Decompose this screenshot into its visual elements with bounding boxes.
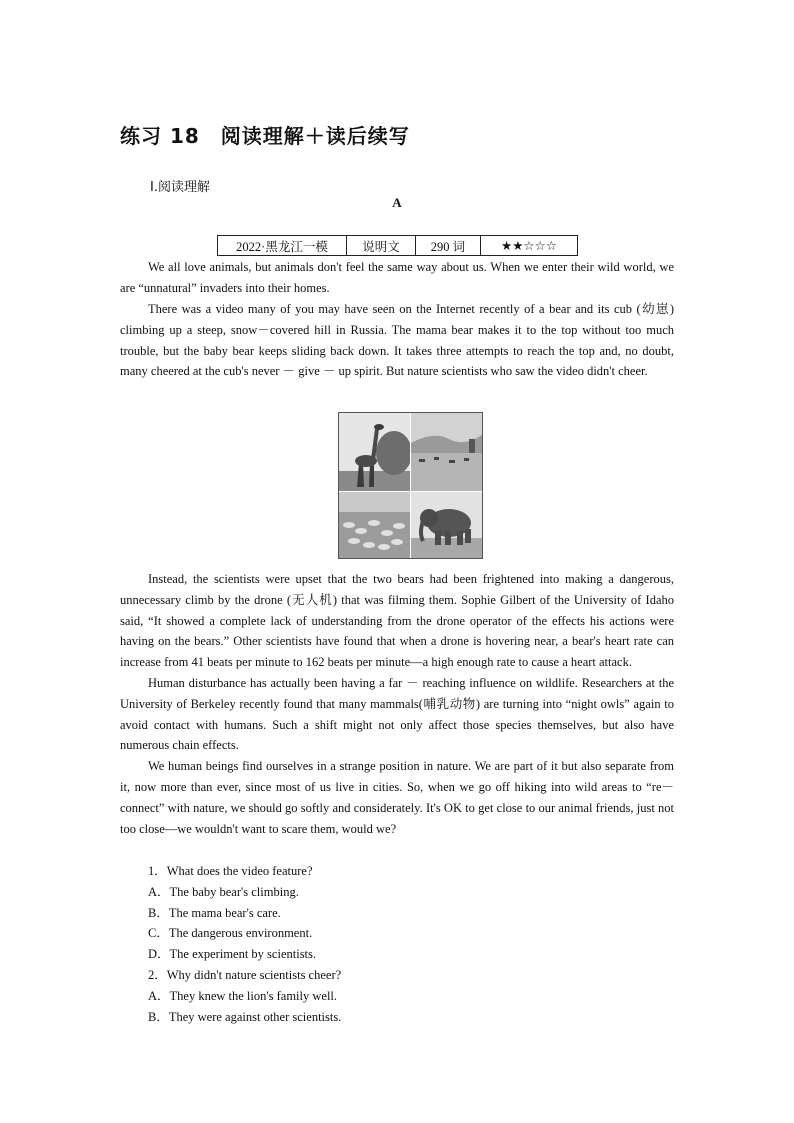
giraffe-photo — [339, 413, 412, 491]
source-cell: 2022·黑龙江一模 — [218, 236, 347, 256]
question-1: 1．What does the video feature? — [148, 864, 313, 878]
passage-bottom — [120, 569, 674, 839]
wildlife-photo-collage — [338, 412, 483, 559]
paragraph: We all love animals, but animals don't feel the same way about us. When we enter their wild world, we are “unnatural” invaders into their homes. — [120, 260, 674, 295]
option-1a: A．The baby bear's climbing. — [148, 884, 299, 899]
option-1d: D．The experiment by scientists. — [148, 947, 317, 962]
genre-cell: 说明文 — [347, 236, 416, 256]
savanna-photo — [411, 413, 482, 491]
page-title: 练习 18 阅读理解＋读后续写 — [120, 124, 410, 148]
question-list — [148, 861, 341, 1027]
passage-top — [120, 257, 674, 299]
option-2a: A．They knew the lion's family well. — [148, 988, 338, 1003]
elephant-photo — [411, 492, 482, 558]
option-1c: C．The dangerous environment. — [148, 926, 313, 941]
option-1b: B．The mama bear's care. — [148, 905, 281, 920]
option-2b: B．They were against other scientists. — [148, 1009, 342, 1024]
word-count-cell: 290 词 — [416, 236, 481, 256]
passage-top-2 — [120, 299, 674, 382]
passage-info-table — [217, 235, 578, 256]
paragraph: Instead, the scientists were upset that the two bears had been frightened into making a dangerous, unnecessary climb by the drone (无人机) that was filming them. Sophie Gilbert of the University of Idaho said, “It showed a complete lack of understanding from the drone operator of the effects his actions were having on the bears.” Other scientists have found that when a drone is hovering near, a bear's heart rate can increase from 41 beats per minute to 162 beats per minute—a high enough rate to cause a heart attack. — [120, 572, 674, 670]
paragraph: We human beings find ourselves in a strange position in nature. We are part of it but also separate from it, now more than ever, since most of us live in cities. So, when we go off hiking into wild areas to “re－connect” with nature, we should go softly and considerately. It's OK to get close to our animal friends, just not too close—we wouldn't want to scare them, would we? — [120, 759, 674, 836]
paragraph: Human disturbance has actually been having a far － reaching influence on wildlife. Researchers at the University of Berkeley recently found that many mammals(哺乳动物) are turning into “night owls” again to avoid contact with humans. Such a shift might not only affect those species themselves, but also have numerous chain effects. — [120, 675, 674, 753]
passage-letter: A — [392, 195, 402, 210]
section-heading: Ⅰ.阅读理解 — [150, 180, 210, 195]
antelope-herd-photo — [339, 492, 410, 558]
question-2: 2．Why didn't nature scientists cheer? — [148, 967, 342, 982]
difficulty-cell: ★★☆☆☆ — [481, 236, 578, 256]
paragraph: There was a video many of you may have seen on the Internet recently of a bear and its cub (幼崽) climbing up a steep, snow－covered hill in Russia. The mama bear makes it to the top without too much trouble, but the baby bear keeps sliding back down. It takes three attempts to reach the top and, no doubt, many cheered at the cub's never － give － up spirit. But nature scientists who saw the video didn't cheer. — [120, 302, 674, 379]
